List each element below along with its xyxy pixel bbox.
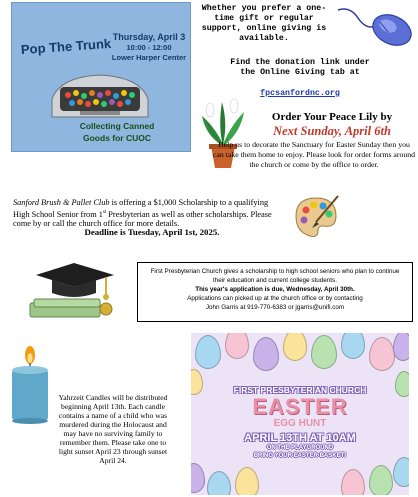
brush-pallet-text: [13, 198, 285, 229]
giving-instructions: Find the donation link under the Online Giving tab at: [230, 58, 370, 77]
scholarship-line-3: Applications can picked up at the church office or by contacting: [187, 295, 363, 302]
brush-pallet-sup: st: [102, 209, 107, 215]
flyer-place: Lower Harper Center: [111, 53, 187, 62]
candle-icon: [8, 345, 52, 425]
brush-pallet-org: Sanford Brush & Pallet Club: [13, 198, 110, 207]
easter-title: EASTER: [252, 394, 348, 419]
paint-palette-icon: [292, 194, 340, 240]
brush-pallet-deadline: Deadline is Tuesday, April 1st, 2025.: [84, 227, 220, 237]
lily-description: Help us to decorate the Sanctuary for Easter Sunday then you can take them home to enjoy. Please look for order forms around the church or come by the office to order.: [212, 140, 416, 169]
car-trunk-icon: [50, 69, 150, 119]
flyer-date: Thursday, April 3: [112, 32, 186, 42]
flyer-footer-line-2: Goods for CUOC: [83, 133, 151, 143]
flyer-title: Pop The Trunk: [20, 35, 112, 58]
flyer-footer-line-1: Collecting Canned: [79, 121, 155, 131]
church-scholarship-box: [137, 262, 413, 322]
computer-mouse-icon: [336, 4, 414, 48]
scholarship-line-1: First Presbyterian Church gives a scholarship to high school seniors who plan to continue their education and current college students.: [150, 268, 400, 284]
easter-date: APRIL 13TH AT 10AM: [244, 432, 356, 444]
graduation-cap-icon: [26, 259, 122, 321]
easter-subtitle: EGG HUNT: [273, 418, 327, 429]
scholarship-contact: John Garris at 919-770-6383 or jgarris@unifi.com: [205, 304, 345, 311]
brush-pallet-body-2: Presbyterian as well as other scholarships. Please come by or call the church office for more details.: [13, 209, 272, 229]
easter-egg-hunt-flyer: [191, 333, 409, 495]
yahrzeit-description: Yahrzeit Candles will be distributed beginning April 13th. Each candle contains a name of a child who was murdered during the Holocaust and may have no surviving family to remember them. Please take one to light sunset April 23 through sunset April 24.: [58, 393, 168, 465]
flyer-time: 10:00 - 12:00: [126, 43, 172, 52]
donation-link[interactable]: fpcsanfordnc.org: [260, 89, 340, 98]
easter-note: BRING YOUR EASTER BASKET!: [253, 453, 347, 459]
giving-intro: Whether you prefer a one-time gift or regular support, online giving is available.: [201, 4, 327, 43]
scholarship-due-date: This year's application is due, Wednesday, April 30th.: [195, 286, 355, 293]
lily-title: Order Your Peace Lily by: [271, 111, 393, 123]
brush-pallet-body-1: is offering a $1,000 Scholarship to a qualifying High School Senior from 1: [13, 198, 269, 219]
easter-church-name: FIRST PRESBYTERIAN CHURCH: [233, 385, 367, 395]
lily-deadline: Next Sunday, April 6th: [273, 124, 391, 138]
easter-place: ON THE PLAYGROUND: [266, 445, 334, 451]
pop-the-trunk-flyer: [11, 2, 191, 152]
